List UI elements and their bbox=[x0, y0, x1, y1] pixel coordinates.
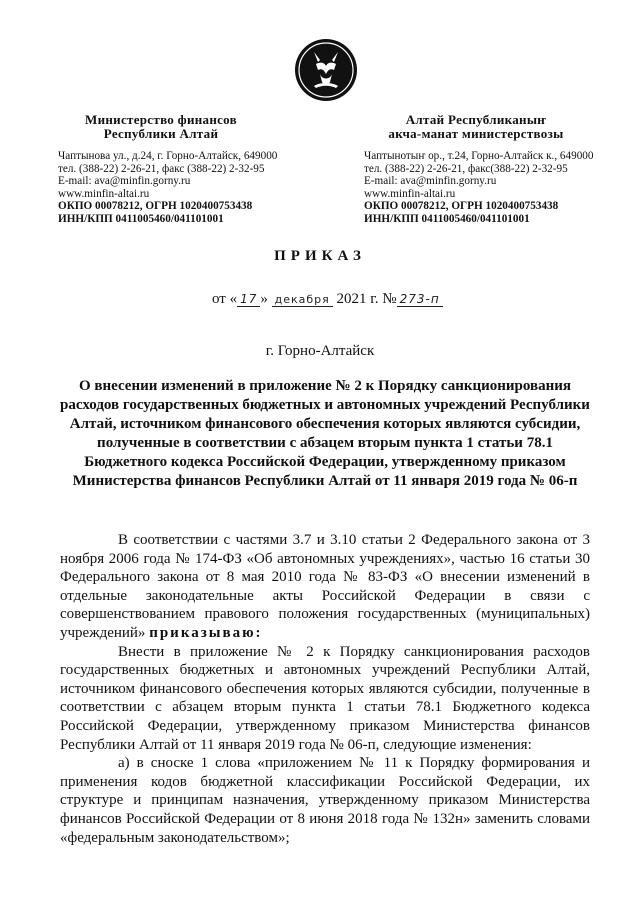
handwritten-number: 273-п bbox=[397, 292, 443, 307]
date-number-line bbox=[212, 291, 443, 308]
paragraph-preamble bbox=[60, 531, 590, 643]
ministry-name-line2: акча-манат министерствозы bbox=[388, 126, 564, 141]
order-word: приказываю: bbox=[149, 624, 263, 641]
preamble-text: В соответствии с частями 3.7 и 3.10 статьи 2 Федерального закона от 3 ноября 2006 года № 174-ФЗ «Об автономных учреждениях», частью 16 статьи 30 Федерального закона от 8 мая 2010 года № 83-ФЗ «О внесении изменений в отдельные законодательные акты Российской Федерации в связи с совершенствованием правового положения государственных (муниципальных) учреждений» bbox=[60, 532, 590, 641]
ministry-header-altai bbox=[364, 113, 634, 226]
city: г. Горно-Алтайск bbox=[265, 343, 375, 359]
address: Чаптынова ул., д.24, г. Горно-Алтайск, 649000 bbox=[58, 150, 278, 162]
coat-of-arms-emblem bbox=[294, 38, 358, 102]
email: E-mail: ava@minfin.gorny.ru bbox=[364, 175, 497, 188]
phone-fax: тел. (388-22) 2-26-21, факс(388-22) 2-32-95 bbox=[364, 162, 568, 175]
handwritten-month: декабря bbox=[272, 293, 333, 307]
ministry-name-line1: Министерство финансов bbox=[85, 112, 237, 127]
okpo-ogrn: ОКПО 00078212, ОГРН 1020400753438 bbox=[364, 200, 559, 213]
document-title: ПРИКАЗ bbox=[274, 248, 366, 264]
inn-kpp: ИНН/КПП 0411005460/041101001 bbox=[364, 212, 530, 225]
ministry-name-line1: Алтай Республиканыҥ bbox=[405, 112, 547, 127]
ministry-name-line2: Республики Алтай bbox=[103, 126, 219, 141]
website: www.minfin-altai.ru bbox=[364, 187, 456, 200]
address: Чаптынотыҥ ор., т.24, Горно-Алтайск к., 649000 bbox=[364, 150, 594, 162]
paragraph-main: Внести в приложение № 2 к Порядку санкционирования расходов государственных бюджетных и автономных учреждений Республики Алтай, источником финансового обеспечения которых являются субсидии, полученные в соответствии с абзацем вторым пункта 1 статьи 78.1 Бюджетного кодекса Российской Федерации, утвержденному приказом Министерства финансов Республики Алтай от 11 января 2019 года № 06-п, следующие изменения: bbox=[60, 643, 590, 753]
document-subject: О внесении изменений в приложение № 2 к Порядку санкционирования расходов государственных бюджетных и автономных учреждений Республики Алтай, источником финансового обеспечения которых являются субсидии, полученные в соответствии с абзацем вторым пункта 1 статьи 78.1 Бюджетного кодекса Российской Федерации, утвержденному приказом Министерства финансов Республики Алтай от 11 января 2019 года № 06-п bbox=[60, 378, 590, 489]
paragraph-item-a: а) в сноске 1 слова «приложением № 11 к Порядку формирования и применения кодов бюджетной классификации Российской Федерации, их структуре и принципам назначения, утвержденному приказом Министерства финансов Российской Федерации от 8 июня 2018 года № 132н» заменить словами «федеральным законодательством»; bbox=[60, 755, 590, 846]
phone-fax: тел. (388-22) 2-26-21, факс (388-22) 2-32-95 bbox=[58, 162, 265, 175]
okpo-ogrn: ОКПО 00078212, ОГРН 1020400753438 bbox=[58, 200, 253, 213]
date-close-quote: » bbox=[260, 291, 268, 307]
email: E-mail: ava@minfin.gorny.ru bbox=[58, 175, 191, 188]
handwritten-day: 17 bbox=[237, 292, 260, 307]
date-prefix: от « bbox=[212, 291, 238, 307]
website: www.minfin-altai.ru bbox=[58, 187, 150, 200]
document-body bbox=[60, 531, 590, 847]
date-year: 2021 г. № bbox=[336, 291, 397, 307]
inn-kpp: ИНН/КПП 0411005460/041101001 bbox=[58, 212, 224, 225]
ministry-header-russian bbox=[58, 113, 318, 226]
